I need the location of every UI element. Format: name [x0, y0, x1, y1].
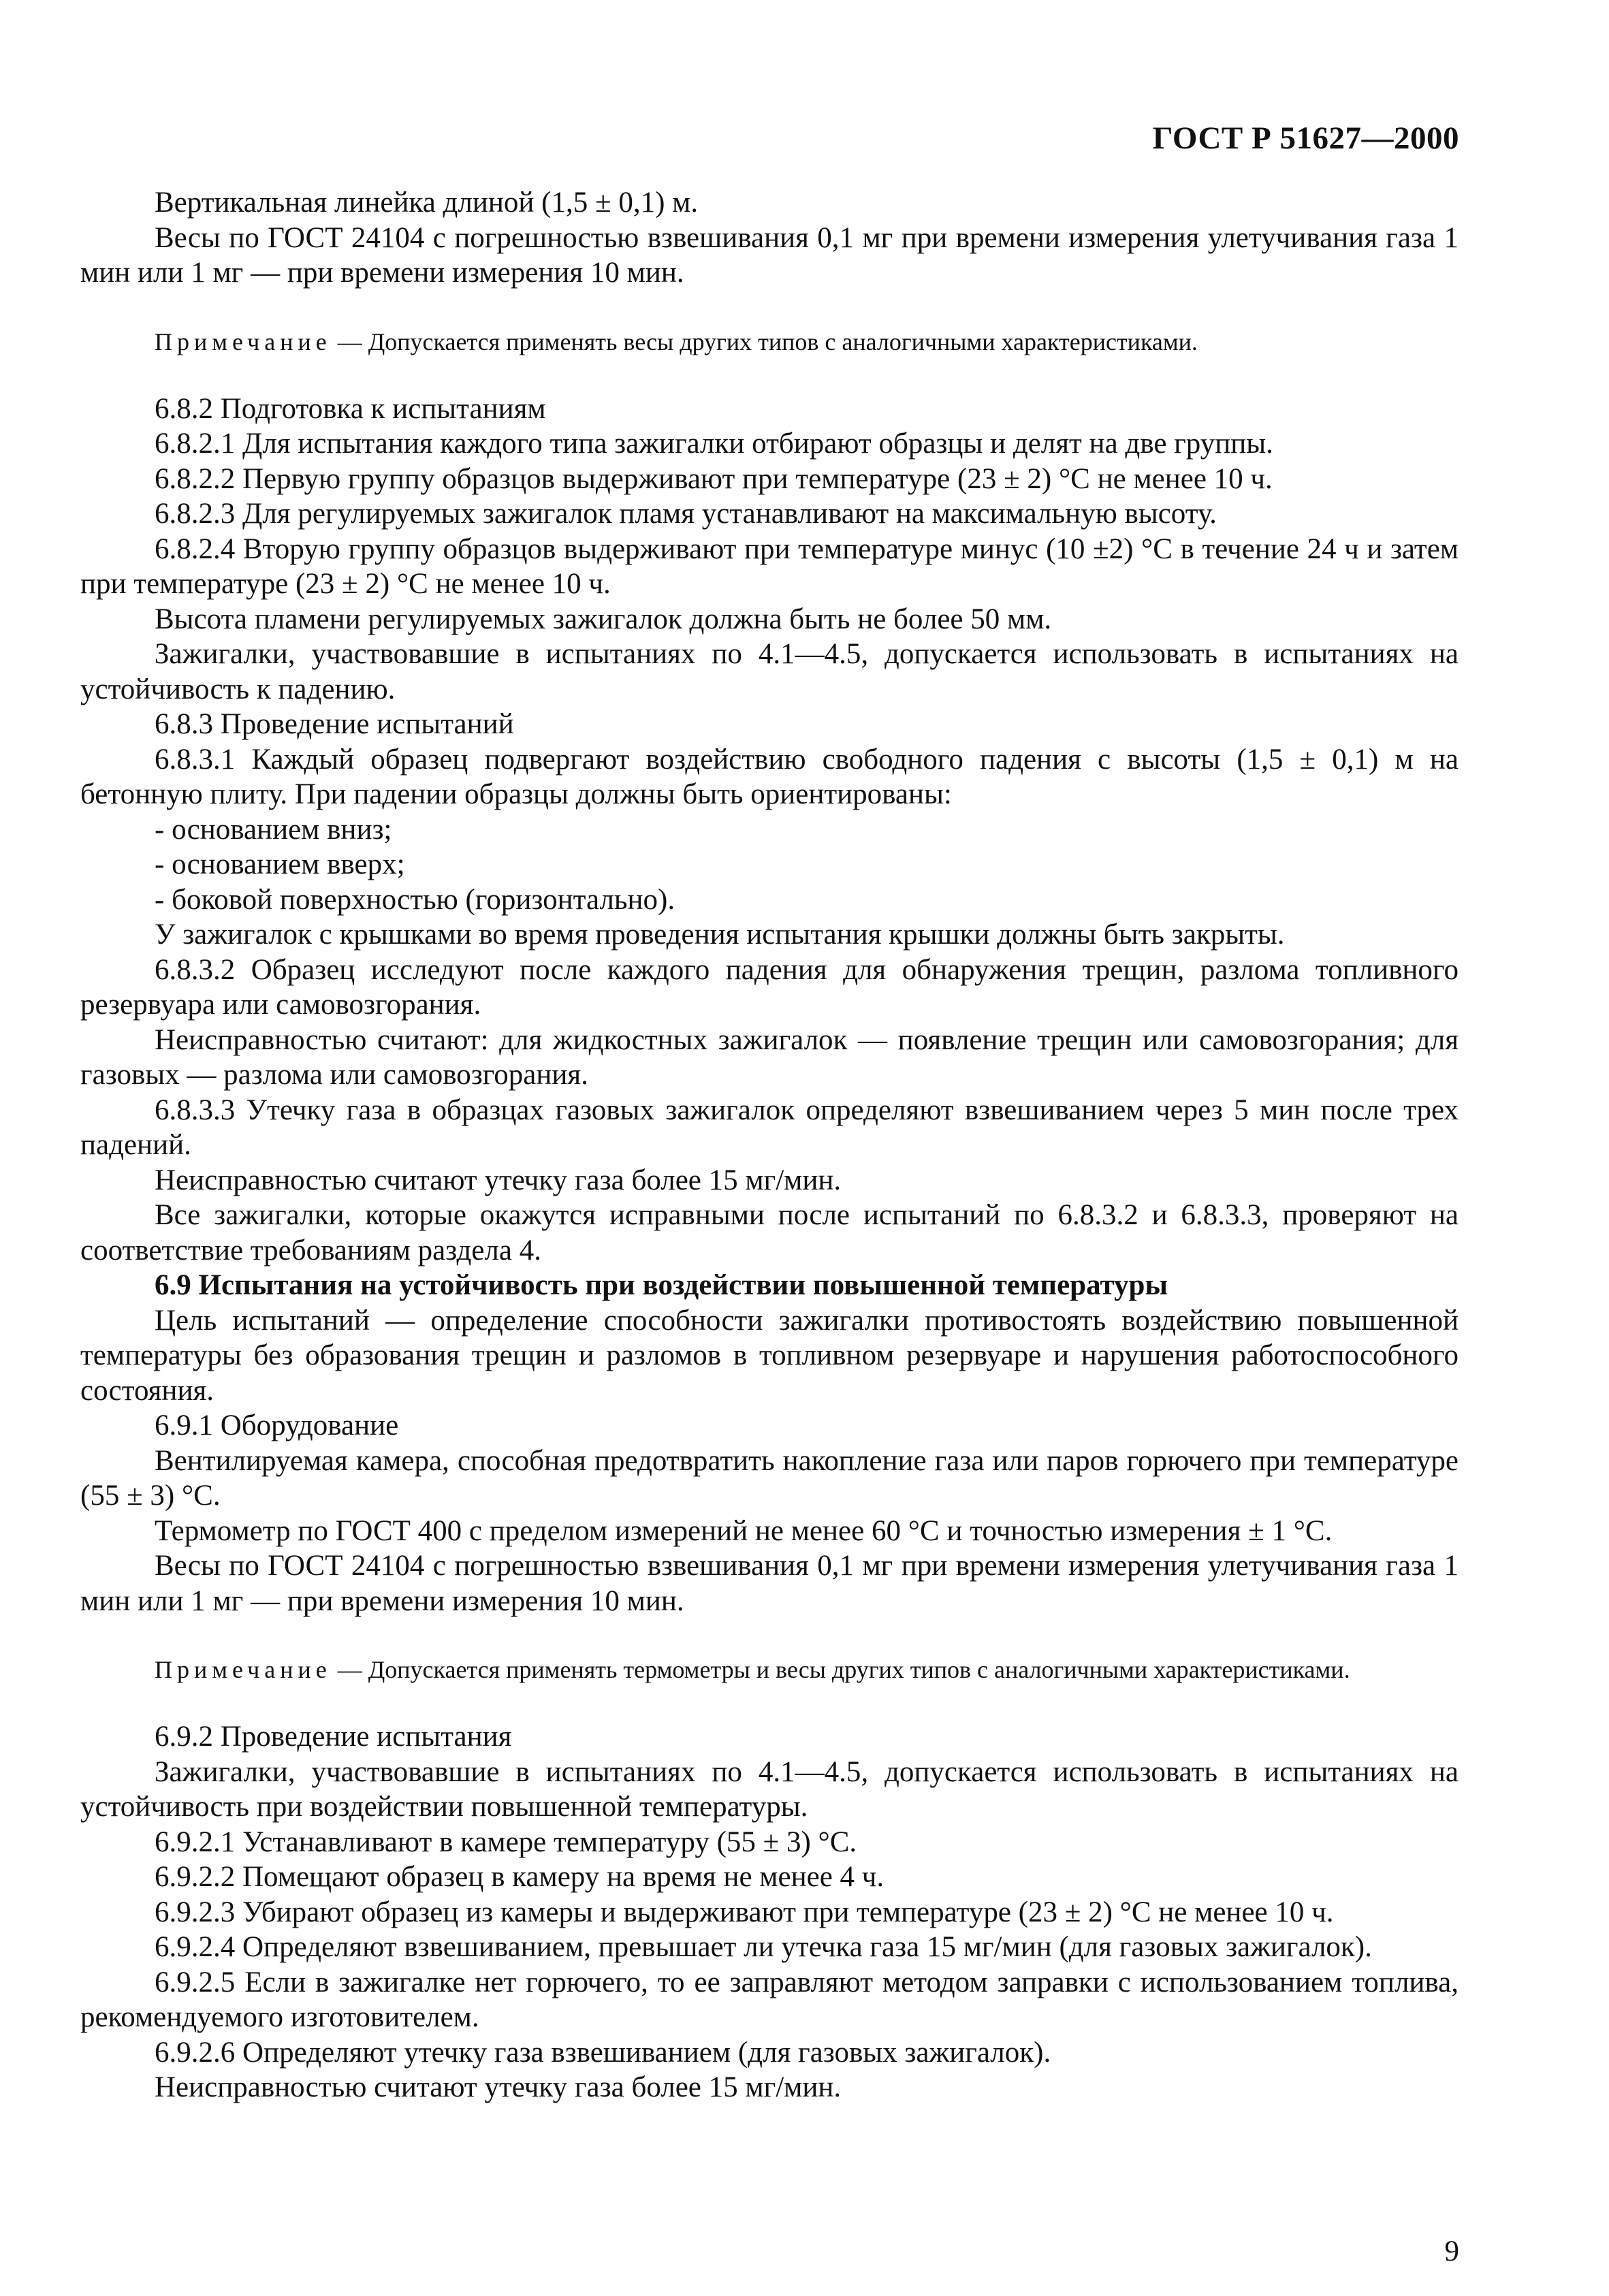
paragraph: Неисправностью считают утечку газа более 15 мг/мин.: [155, 1164, 842, 1196]
paragraph: 6.8.2.4 Вторую группу образцов выдерживают при температуре минус (10 ±2) °С в течение 24 ч и затем при температуре (23 ± 2) °С не менее 10 ч.: [80, 532, 1459, 600]
paragraph: 6.9.2.5 Если в зажигалке нет горючего, то ее заправляют методом заправки с использованием топлива, рекомендуемого изготовителем.: [80, 1966, 1459, 2033]
paragraph: 6.9.2.4 Определяют взвешиванием, превышает ли утечка газа 15 мг/мин (для газовых зажигалок).: [155, 1931, 1372, 1963]
list-item: - боковой поверхностью (горизонтально).: [155, 883, 675, 916]
paragraph: Зажигалки, участвовавшие в испытаниях по 4.1—4.5, допускается использовать в испытаниях на устойчивость к падению.: [80, 638, 1459, 705]
paragraph: 6.9.2.1 Устанавливают в камере температуру (55 ± 3) °С.: [155, 1825, 857, 1858]
note-text: — Допускается применять весы других типов с аналогичными характеристиками.: [331, 328, 1198, 355]
paragraph: Неисправностью считают: для жидкостных зажигалок — появление трещин или самовозгорания; для газовых — разлома или самовозгорания.: [80, 1023, 1459, 1091]
section-heading: 6.9 Испытания на устойчивость при воздействии повышенной температуры: [155, 1269, 1168, 1301]
spacer: [80, 1619, 1459, 1654]
paragraph: 6.8.2.1 Для испытания каждого типа зажигалки отбирают образцы и делят на две группы.: [155, 428, 1273, 460]
paragraph: Цель испытаний — определение способности зажигалки противостоять воздействию повышенной температуры без образования трещин и разломов в топливном резервуаре и нарушения работоспособного состояния.: [80, 1304, 1459, 1407]
paragraph: 6.9.2.3 Убирают образец из камеры и выдерживают при температуре (23 ± 2) °С не менее 10 ч.: [155, 1896, 1334, 1928]
paragraph: Термометр по ГОСТ 400 с пределом измерений не менее 60 °С и точностью измерения ± 1 °С.: [155, 1514, 1333, 1547]
subsection-title: 6.9.1 Оборудование: [155, 1409, 399, 1441]
paragraph: У зажигалок с крышками во время проведения испытания крышки должны быть закрыты.: [155, 919, 1285, 951]
note: [80, 326, 1459, 357]
paragraph: Неисправностью считают утечку газа более 15 мг/мин.: [155, 2071, 842, 2103]
paragraph: Вертикальная линейка длиной (1,5 ± 0,1) м.: [155, 187, 699, 219]
paragraph: Высота пламени регулируемых зажигалок должна быть не более 50 мм.: [155, 603, 1052, 635]
paragraph: 6.9.2.6 Определяют утечку газа взвешиванием (для газовых зажигалок).: [155, 2036, 1051, 2069]
paragraph: Все зажигалки, которые окажутся исправными после испытаний по 6.8.3.2 и 6.8.3.3, проверяют на соответствие требованиям раздела 4.: [80, 1199, 1459, 1266]
paragraph: 6.8.3.2 Образец исследуют после каждого падения для обнаружения трещин, разлома топливного резервуара или самовозгорания.: [80, 953, 1459, 1021]
paragraph: 6.8.3.1 Каждый образец подвергают воздействию свободного падения с высоты (1,5 ± 0,1) м на бетонную плиту. При падении образцы должны быть ориентированы:: [80, 743, 1459, 810]
note-label: Примечание: [155, 328, 332, 355]
note-label: Примечание: [155, 1656, 332, 1683]
paragraph: Весы по ГОСТ 24104 с погрешностью взвешивания 0,1 мг при времени измерения улетучивания газа 1 мин или 1 мг — при времени измерения 10 мин.: [80, 221, 1459, 289]
paragraph: 6.8.2.2 Первую группу образцов выдерживают при температуре (23 ± 2) °С не менее 10 ч.: [155, 462, 1273, 495]
document-body: [80, 185, 1459, 2105]
page-number: 9: [1444, 2235, 1459, 2267]
paragraph: Зажигалки, участвовавшие в испытаниях по 4.1—4.5, допускается использовать в испытаниях на устойчивость при воздействии повышенной температуры.: [80, 1755, 1459, 1823]
paragraph: 6.8.2.3 Для регулируемых зажигалок пламя устанавливают на максимальную высоту.: [155, 498, 1217, 530]
subsection-title: 6.8.3 Проведение испытаний: [155, 708, 514, 740]
spacer: [80, 1685, 1459, 1719]
document-header-standard: ГОСТ Р 51627—2000: [1152, 121, 1459, 156]
spacer: [80, 357, 1459, 392]
paragraph: 6.8.3.3 Утечку газа в образцах газовых зажигалок определяют взвешиванием через 5 мин после трех падений.: [80, 1094, 1459, 1161]
note: [80, 1654, 1459, 1685]
list-item: - основанием вниз;: [155, 813, 392, 846]
list-item: - основанием вверх;: [155, 848, 405, 880]
spacer: [80, 291, 1459, 326]
paragraph: Вентилируемая камера, способная предотвратить накопление газа или паров горючего при температуре (55 ± 3) °С.: [80, 1444, 1459, 1512]
paragraph: 6.9.2.2 Помещают образец в камеру на время не менее 4 ч.: [155, 1861, 885, 1893]
note-text: — Допускается применять термометры и весы других типов с аналогичными характеристиками.: [331, 1656, 1350, 1683]
subsection-title: 6.9.2 Проведение испытания: [155, 1721, 512, 1753]
paragraph: Весы по ГОСТ 24104 с погрешностью взвешивания 0,1 мг при времени измерения улетучивания газа 1 мин или 1 мг — при времени измерения 10 мин.: [80, 1550, 1459, 1617]
subsection-title: 6.8.2 Подготовка к испытаниям: [155, 392, 546, 425]
